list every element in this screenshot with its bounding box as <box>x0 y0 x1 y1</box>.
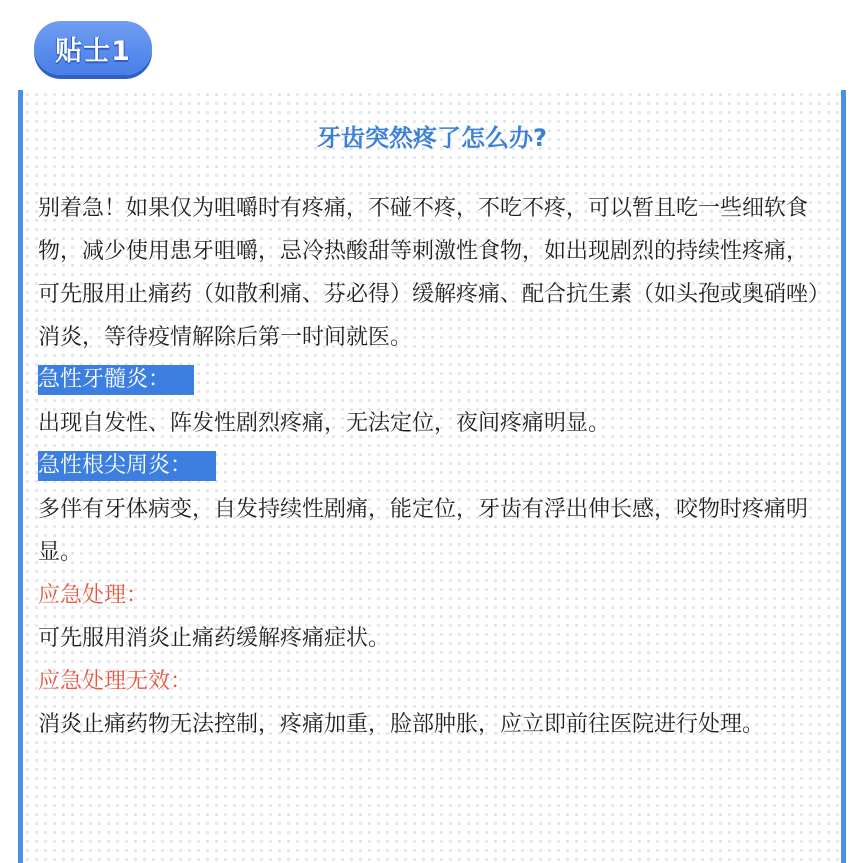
tip-badge-label: 贴士1 <box>55 35 131 67</box>
card-title: 牙齿突然疼了怎么办? <box>317 124 547 152</box>
tip-card <box>18 90 846 863</box>
section-heading-row-pulpitis <box>38 359 828 402</box>
section-heading-periapical: 急性根尖周炎： <box>38 451 216 481</box>
intro-paragraph: 别着急！如果仅为咀嚼时有疼痛，不碰不疼，不吃不疼，可以暂且吃一些细软食物，减少使用患牙咀嚼，忌冷热酸甜等刺激性食物，如出现剧烈的持续性疼痛，可先服用止痛药（如散利痛、芬必得）缓解疼痛、配合抗生素（如头孢或奥硝唑）消炎，等待疫情解除后第一时间就医。 <box>38 196 820 350</box>
section-heading-row-periapical <box>38 445 828 488</box>
section-heading-emergency-failed: 应急处理无效： <box>38 669 193 694</box>
section-text-emergency: 可先服用消炎止痛药缓解疼痛症状。 <box>38 626 391 651</box>
section-text-periapical: 多伴有牙体病变，自发持续性剧痛，能定位，牙齿有浮出伸长感，咬物时疼痛明显。 <box>38 497 809 565</box>
section-text-emergency-failed: 消炎止痛药物无法控制，疼痛加重，脸部肿胀，应立即前往医院进行处理。 <box>38 712 765 737</box>
section-heading-pulpitis: 急性牙髓炎： <box>38 365 194 395</box>
tip-badge <box>34 21 152 75</box>
section-heading-emergency: 应急处理： <box>38 583 149 608</box>
card-content <box>38 187 828 746</box>
section-text-pulpitis: 出现自发性、阵发性剧烈疼痛，无法定位，夜间疼痛明显。 <box>38 411 611 436</box>
